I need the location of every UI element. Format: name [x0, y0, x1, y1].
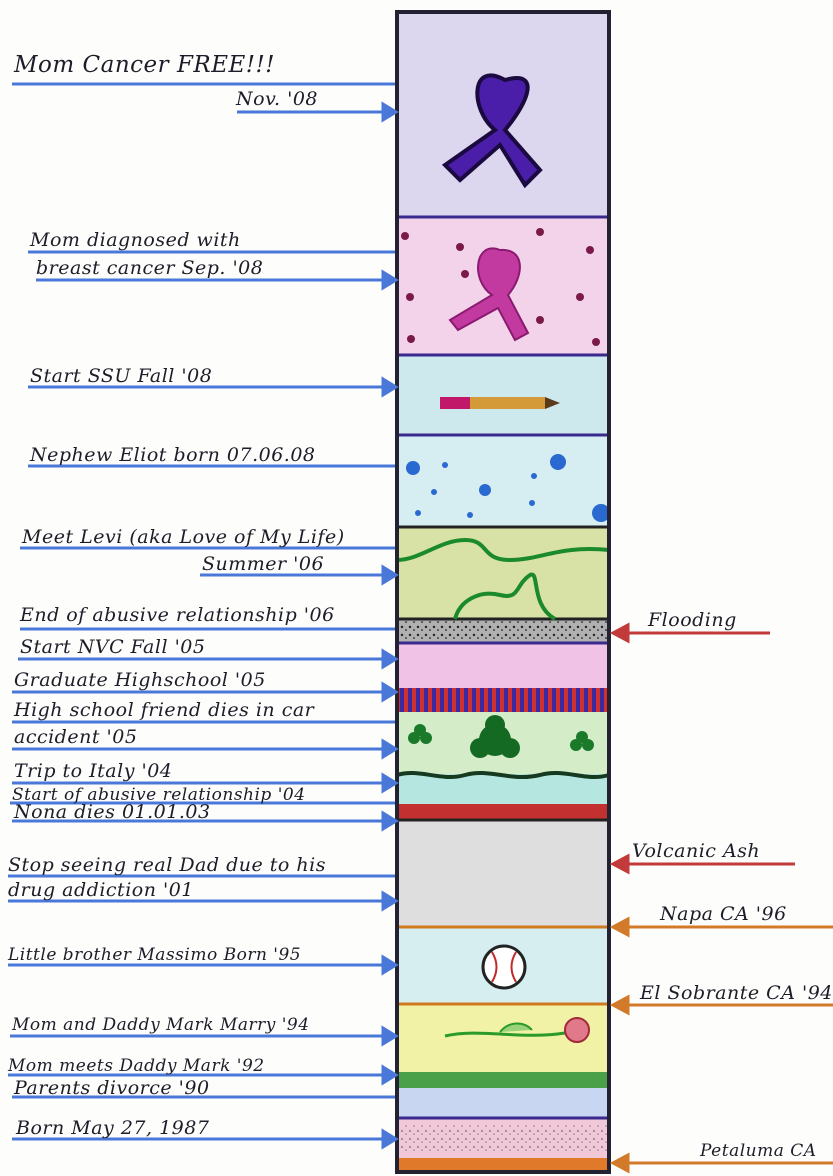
layer-ssu	[397, 355, 609, 435]
event-label: Nona dies 01.01.03	[14, 801, 211, 823]
layer-volcanic-ash	[397, 820, 609, 927]
event-label: Mom Cancer FREE!!!	[14, 52, 276, 78]
event-label: Start SSU Fall '08	[30, 365, 213, 387]
layer-levi	[397, 527, 609, 619]
location-label: Napa CA '96	[660, 903, 787, 925]
rock-layer-label: Volcanic Ash	[632, 840, 761, 862]
event-label: drug addiction '01	[8, 879, 194, 901]
pencil-icon	[440, 397, 560, 409]
event-label: Nov. '08	[236, 88, 319, 110]
event-label: Mom meets Daddy Mark '92	[8, 1056, 265, 1076]
layer-graduate	[397, 688, 609, 712]
layer-nona	[397, 804, 609, 820]
location-label: Petaluma CA	[700, 1141, 817, 1161]
location-label: El Sobrante CA '94	[640, 982, 833, 1004]
event-label: Little brother Massimo Born '95	[8, 945, 302, 965]
event-label: breast cancer Sep. '08	[36, 257, 264, 279]
layer-eliot	[397, 435, 609, 527]
layer-italy	[397, 774, 609, 804]
event-label: accident '05	[14, 726, 138, 748]
layer-meets	[397, 1072, 609, 1088]
event-label: Parents divorce '90	[14, 1077, 210, 1099]
event-label: Start of abusive relationship '04	[12, 785, 306, 805]
event-label: Mom and Daddy Mark Marry '94	[12, 1015, 310, 1035]
event-label: Born May 27, 1987	[16, 1117, 210, 1139]
layer-divorce	[397, 1088, 609, 1118]
event-label: Graduate Highschool '05	[14, 669, 266, 691]
layer-nvc	[397, 643, 609, 688]
event-label: Start NVC Fall '05	[20, 636, 206, 658]
event-label: End of abusive relationship '06	[20, 604, 335, 626]
event-label: Summer '06	[202, 553, 325, 575]
event-label: Mom diagnosed with	[30, 229, 241, 251]
layer-base	[397, 1158, 609, 1172]
event-label: Nephew Eliot born 07.06.08	[30, 444, 316, 466]
event-label: High school friend dies in car	[14, 699, 315, 721]
baseball-icon	[483, 946, 525, 988]
event-label: Stop seeing real Dad due to his	[8, 854, 326, 876]
event-label: Meet Levi (aka Love of My Life)	[22, 526, 345, 548]
rock-layer-label: Flooding	[648, 609, 737, 631]
event-label: Trip to Italy '04	[14, 760, 173, 782]
